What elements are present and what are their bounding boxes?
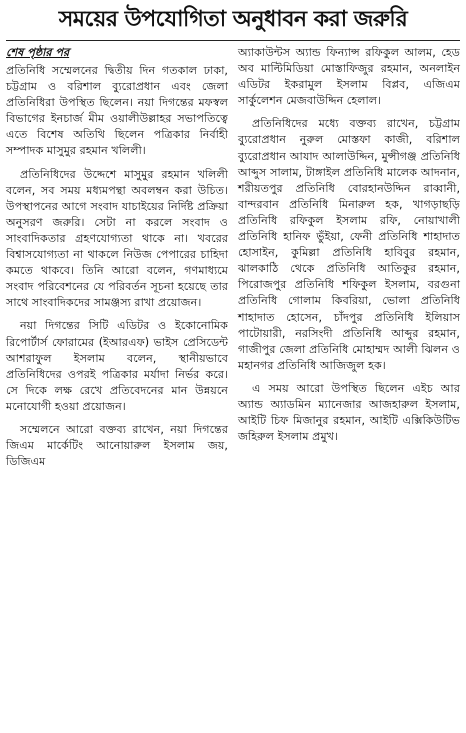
right-column — [238, 45, 460, 477]
paragraph: নয়া দিগন্তের সিটি এডিটর ও ইকোনোমিক রিপোর্টার্স ফোরামের (ইআরএফ) ভাইস প্রেসিডেন্ট আশরাফুল ইসলাম বলেন, স্থানীয়ভাবে প্রতিনিধিদের ওপরই পত্রিকার মর্যাদা নির্ভর করে। সে দিকে লক্ষ রেখে প্রতিবেদনের মান উন্নয়নে মনোযোগী হওয়া প্রয়োজন। — [6, 319, 228, 413]
paragraph: অ্যাকাউন্টস অ্যান্ড ফিন্যান্স রফিকুল আলম, হেড অব মাল্টিমিডিয়া মোস্তাফিজুর রহমান, অনলাইন এডিটর ইকরামুল ইসলাম বিপ্লব, এজিএম সার্কুলেশন মেজবাউদ্দিন হেলাল। — [238, 46, 460, 108]
article-columns — [6, 41, 460, 477]
paragraph: সম্মেলনে আরো বক্তব্য রাখেন, নয়া দিগন্তের জিএম মার্কেটিং আনোয়ারুল ইসলাম জয়, ডিজিএম — [6, 422, 228, 469]
paragraph: প্রতিনিধিদের মধ্যে বক্তব্য রাখেন, চট্টগ্রাম ব্যুরোপ্রধান নুরুল মোস্তফা কাজী, বরিশাল ব্যুরোপ্রধান আযাদ আলাউদ্দিন, মুন্সীগঞ্জ প্রতিনিধি আব্দুস সালাম, টাঙ্গাইল প্রতিনিধি মালেক আদনান, শরীয়তপুর প্রতিনিধি বোরহানউদ্দিন রাব্বানী, বান্দরবান প্রতিনিধি মিনারুল হক, খাগড়াছড়ি প্রতিনিধি রফিকুল ইসলাম রফি, নোয়াখালী প্রতিনিধি হানিফ ভুঁইয়া, ফেনী প্রতিনিধি শাহাদাত হোসাইন, কুমিল্লা প্রতিনিধি হাবিবুর রহমান, ঝালকাঠি থেকে প্রতিনিধি আতিকুর রহমান, পিরোজপুর প্রতিনিধি শফিকুল ইসলাম, বরগুনা প্রতিনিধি গোলাম কিবরিয়া, ভোলা প্রতিনিধি শাহাদাত হোসেন, চাঁদপুর প্রতিনিধি ইলিয়াস পাটোয়ারী, নরসিংদী প্রতিনিধি আব্দুর রহমান, গাজীপুর জেলা প্রতিনিধি মোহাম্মদ আলী ঝিলন ও মহানগর প্রতিনিধি আজিজুল হক। — [238, 117, 460, 372]
left-column — [6, 45, 228, 477]
paragraph: এ সময় আরো উপস্থিত ছিলেন এইচ আর অ্যান্ড অ্যাডমিন ম্যানেজার আজহারুল ইসলাম, আইটি চিফ মিজানুর রহমান, আইটি এক্সিকিউটিভ জহিরুল ইসলাম প্রমুখ। — [238, 381, 460, 444]
headline: সময়ের উপযোগিতা অনুধাবন করা জরুরি — [6, 0, 460, 41]
paragraph: প্রতিনিধি সম্মেলনের দ্বিতীয় দিন গতকাল ঢাকা, চট্টগ্রাম ও বরিশাল ব্যুরোপ্রধান এবং জেলা প্রতিনিধিরা উপস্থিত ছিলেন। নয়া দিগন্তের মফস্বল বিভাগের ইনচার্জ মীম ওয়ালীউল্লাহর সভাপতিত্বে এতে বিশেষ অতিথি ছিলেন পত্রিকার নির্বাহী সম্পাদক মাসুমুর রহমান খলিলী। — [6, 64, 228, 158]
paragraph: প্রতিনিধিদের উদ্দেশে মাসুমুর রহমান খলিলী বলেন, সব সময় মধ্যমপন্থা অবলম্বন করা উচিত। উপস্থাপনের আগে সংবাদ যাচাইয়ের নির্দিষ্ট প্রক্রিয়া অনুসরণ জরুরি। সেটা না করলে সংবাদ ও সাংবাদিকতার গ্রহণযোগ্যতা থাকে না। খবরের বিশ্বাসযোগ্যতা না থাকলে নিউজ পেপারের চাহিদা কমতে থাকবে। তিনি আরো বলেন, গণমাধ্যমে সংবাদ পরিবেশনের যে পরিবর্তন সূচনা হয়েছে তার সাথে সাংবাদিকদের সামঞ্জস্য রাখা প্রয়োজন। — [6, 167, 228, 310]
jump-from-label: শেষ পৃষ্ঠার পর — [6, 46, 70, 59]
